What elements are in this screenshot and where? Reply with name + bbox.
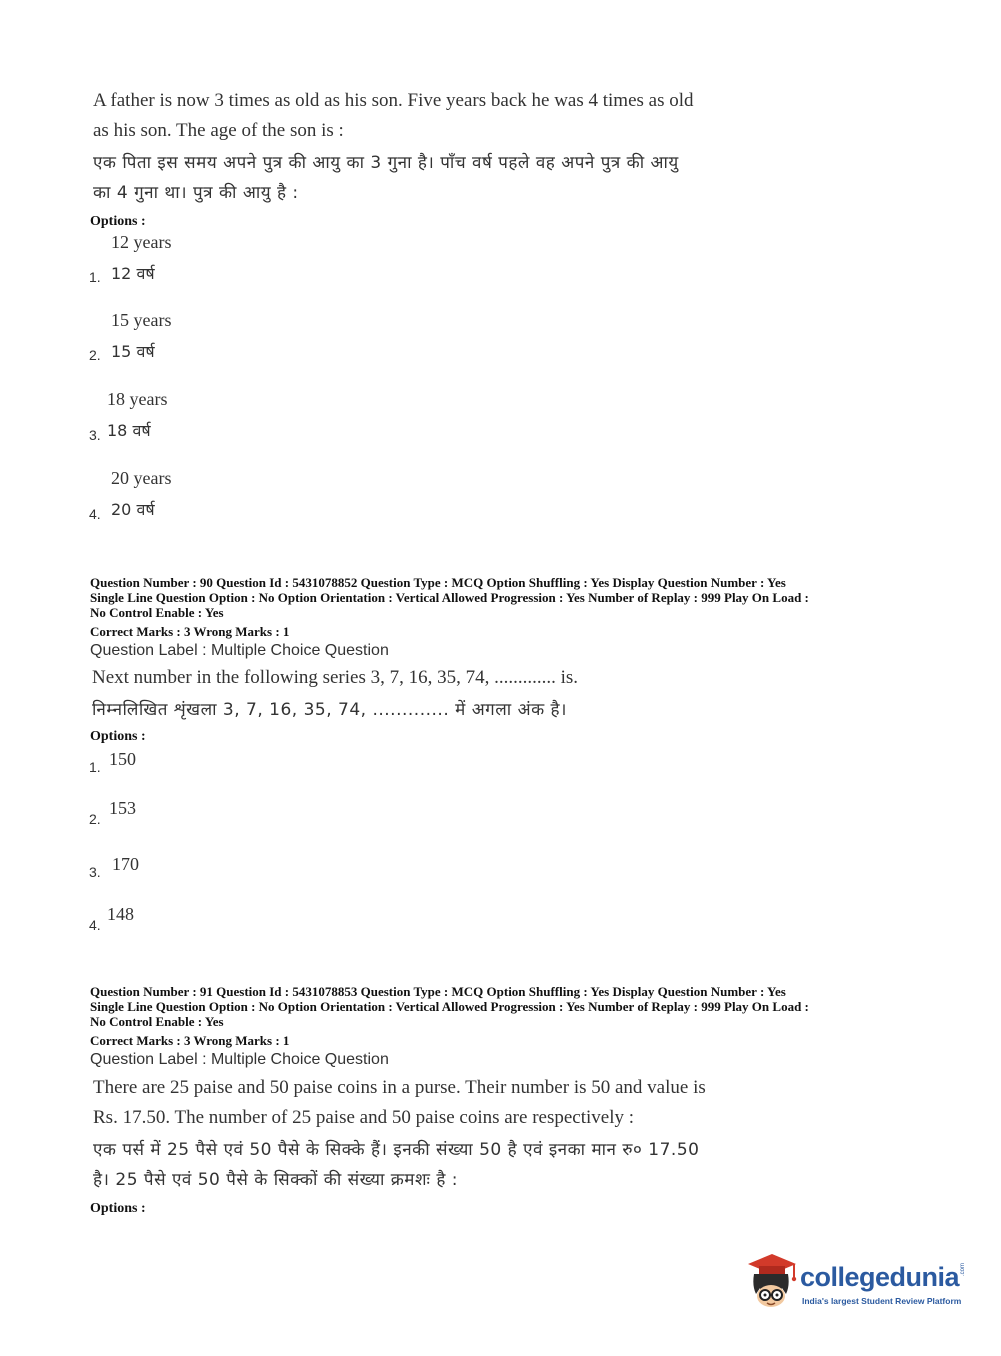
q89-text-en-line1: A father is now 3 times as old as his son. Five years back he was 4 times as old	[93, 90, 694, 111]
option-text-hi: 15 वर्ष	[111, 342, 155, 361]
option-number: 4.	[89, 506, 101, 522]
q89-text-hi-line1: एक पिता इस समय अपने पुत्र की आयु का 3 गुना है। पाँच वर्ष पहले वह अपने पुत्र की आयु	[93, 153, 679, 173]
q90-options-label: Options :	[90, 729, 146, 744]
q91-text-hi-line1: एक पर्स में 25 पैसे एवं 50 पैसे के सिक्के हैं। इनकी संख्या 50 है एवं इनका मान रु० 17.50	[93, 1140, 700, 1160]
option-value: 153	[109, 798, 136, 818]
q90-meta-line1: Question Number : 90 Question Id : 5431078852 Question Type : MCQ Option Shuffling : Yes Display Question Number : Yes	[90, 575, 786, 590]
option-number: 3.	[89, 864, 101, 880]
option-value: 170	[112, 854, 139, 874]
q91-options-label: Options :	[90, 1201, 146, 1216]
q89-text-hi-line2: का 4 गुना था। पुत्र की आयु है :	[93, 183, 299, 203]
q90-meta-line2: Single Line Question Option : No Option Orientation : Vertical Allowed Progression : Yes Number of Replay : 999 Play On Load :	[90, 590, 809, 605]
option-number: 4.	[89, 917, 101, 933]
q91-text-en-line2: Rs. 17.50. The number of 25 paise and 50 paise coins are respectively :	[93, 1107, 635, 1128]
option-text-en: 20 years	[111, 468, 172, 488]
option-number: 2.	[89, 347, 101, 363]
q90-text-hi: निम्नलिखित शृंखला 3, 7, 16, 35, 74, ............. में अगला अंक है।	[92, 700, 568, 720]
logo-wordmark: collegedunia	[800, 1262, 960, 1292]
q91-text-hi-line2: है। 25 पैसे एवं 50 पैसे के सिक्कों की संख्या क्रमशः है :	[93, 1170, 459, 1190]
option-text-en: 12 years	[111, 232, 172, 252]
q89-options-label: Options :	[90, 214, 146, 229]
option-number: 3.	[89, 427, 101, 443]
mascot-icon	[742, 1248, 800, 1310]
option-number: 1.	[89, 269, 101, 285]
q90-question-label: Question Label : Multiple Choice Question	[90, 642, 389, 659]
q91-meta-line2: Single Line Question Option : No Option Orientation : Vertical Allowed Progression : Yes Number of Replay : 999 Play On Load :	[90, 999, 809, 1014]
option-value: 150	[109, 749, 136, 769]
q91-meta-line1: Question Number : 91 Question Id : 5431078853 Question Type : MCQ Option Shuffling : Yes Display Question Number : Yes	[90, 984, 786, 999]
q90-text-en: Next number in the following series 3, 7, 16, 35, 74, ............. is.	[92, 667, 579, 688]
q91-meta-line3: No Control Enable : Yes	[90, 1014, 224, 1029]
option-value: 148	[107, 904, 134, 924]
q90-meta-line3: No Control Enable : Yes	[90, 605, 224, 620]
q91-marks: Correct Marks : 3 Wrong Marks : 1	[90, 1033, 290, 1048]
q91-text-en-line1: There are 25 paise and 50 paise coins in a purse. Their number is 50 and value is	[93, 1077, 706, 1098]
option-text-hi: 18 वर्ष	[107, 421, 151, 440]
option-text-hi: 20 वर्ष	[111, 500, 155, 519]
option-number: 1.	[89, 759, 101, 775]
option-text-en: 15 years	[111, 310, 172, 330]
option-number: 2.	[89, 811, 101, 827]
logo-domain-suffix: .com	[960, 1262, 966, 1276]
q89-text-en-line2: as his son. The age of the son is :	[93, 120, 344, 141]
option-text-en: 18 years	[107, 389, 168, 409]
collegedunia-logo[interactable]	[742, 1248, 967, 1318]
option-text-hi: 12 वर्ष	[111, 264, 155, 283]
logo-tagline: India's largest Student Review Platform	[802, 1296, 962, 1306]
q90-marks: Correct Marks : 3 Wrong Marks : 1	[90, 624, 290, 639]
q91-question-label: Question Label : Multiple Choice Question	[90, 1051, 389, 1068]
